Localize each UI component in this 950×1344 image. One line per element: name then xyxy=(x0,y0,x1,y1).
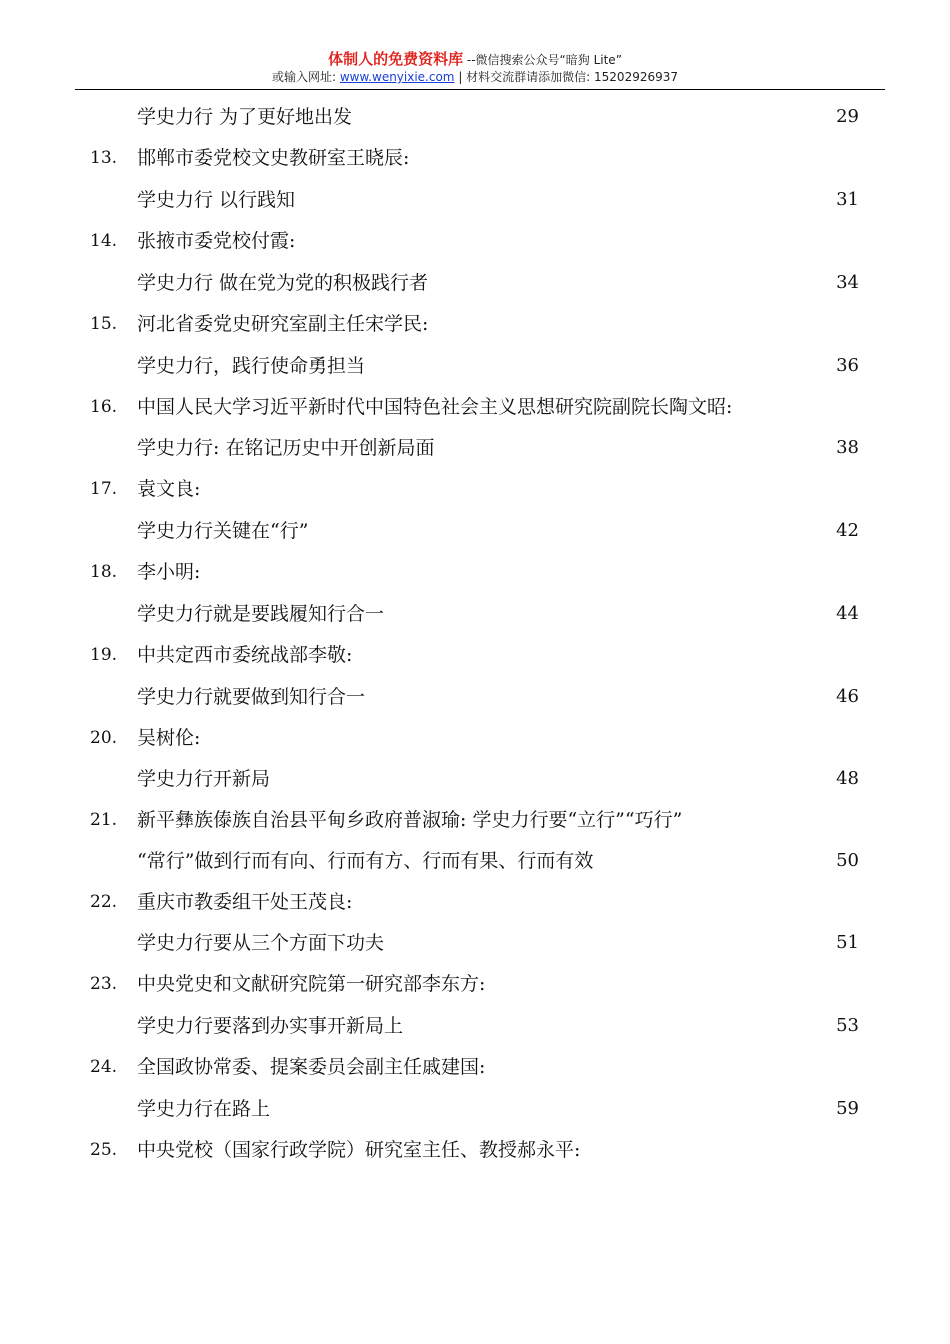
toc-entry-text: 学史力行关键在“行” xyxy=(137,520,309,542)
toc-entry-page: 59 xyxy=(836,1098,859,1119)
header-line-2 xyxy=(0,69,950,85)
toc-entry[interactable] xyxy=(0,718,950,758)
toc-entry-text: 学史力行要落到办实事开新局上 xyxy=(137,1015,404,1037)
toc-entry[interactable] xyxy=(0,635,950,675)
toc-entry-text: 学史力行 做在党为党的积极践行者 xyxy=(137,272,429,294)
toc-entry-text: 学史力行: 在铭记历史中开创新局面 xyxy=(137,437,435,459)
toc-entry-page: 38 xyxy=(836,437,859,458)
toc-entry-text: 中国人民大学习近平新时代中国特色社会主义思想研究院副院长陶文昭: xyxy=(137,396,733,418)
toc-entry[interactable] xyxy=(0,964,950,1004)
toc-entry[interactable] xyxy=(0,1006,950,1046)
toc-entry-number: 15. xyxy=(90,314,118,334)
toc-entry-text: 学史力行就是要践履知行合一 xyxy=(137,603,385,625)
toc-entry-page: 48 xyxy=(836,768,859,789)
toc-entry-page: 31 xyxy=(836,189,859,210)
toc-entry[interactable] xyxy=(0,511,950,551)
toc-entry[interactable] xyxy=(0,428,950,468)
toc-entry-text: 重庆市教委组干处王茂良: xyxy=(137,891,353,913)
toc-entry-text: “常行”做到行而有向、行而有方、行而有果、行而有效 xyxy=(137,850,594,872)
toc-entry-text: 吴树伦: xyxy=(137,727,201,749)
toc-entry[interactable] xyxy=(0,304,950,344)
toc-entry-number: 16. xyxy=(90,397,118,417)
toc-entry-text: 新平彝族傣族自治县平甸乡政府普淑瑜: 学史力行要“立行”“巧行” xyxy=(137,809,683,831)
toc-entry-page: 51 xyxy=(836,932,859,953)
contact-info: | 材料交流群请添加微信: 15202926937 xyxy=(454,70,679,84)
toc-entry-text: 学史力行就要做到知行合一 xyxy=(137,686,366,708)
header-line-1 xyxy=(0,50,950,69)
toc-entry-page: 50 xyxy=(836,850,859,871)
toc-entry[interactable] xyxy=(0,387,950,427)
toc-entry[interactable] xyxy=(0,1130,950,1170)
url-prefix: 或输入网址: xyxy=(271,70,340,84)
toc-entry-number: 19. xyxy=(90,645,118,665)
toc-entry-number: 24. xyxy=(90,1057,118,1077)
toc-entry[interactable] xyxy=(0,346,950,386)
toc-entry-text: 张掖市委党校付霞: xyxy=(137,230,296,252)
toc-entry[interactable] xyxy=(0,759,950,799)
toc-entry[interactable] xyxy=(0,800,950,840)
toc-entry-text: 学史力行要从三个方面下功夫 xyxy=(137,932,385,954)
toc-entry-text: 中央党史和文献研究院第一研究部李东方: xyxy=(137,973,486,995)
header-subtitle: --微信搜索公众号“暗狗 Lite” xyxy=(463,53,622,67)
toc-entry-text: 邯郸市委党校文史教研室王晓辰: xyxy=(137,147,410,169)
toc-entry[interactable] xyxy=(0,469,950,509)
toc-entry-text: 中共定西市委统战部李敬: xyxy=(137,644,353,666)
toc-entry-page: 42 xyxy=(836,520,859,541)
header-title: 体制人的免费资料库 xyxy=(328,50,464,68)
toc-entry-page: 53 xyxy=(836,1015,859,1036)
toc-entry[interactable] xyxy=(0,677,950,717)
toc-entry-text: 河北省委党史研究室副主任宋学民: xyxy=(137,313,429,335)
toc-entry[interactable] xyxy=(0,882,950,922)
toc-entry-text: 学史力行 为了更好地出发 xyxy=(137,106,353,128)
toc-entry-page: 29 xyxy=(836,106,859,127)
toc-entry-number: 18. xyxy=(90,562,118,582)
toc-entry[interactable] xyxy=(0,1047,950,1087)
toc-entry-text: 李小明: xyxy=(137,561,201,583)
toc-entry-page: 34 xyxy=(836,272,859,293)
toc-entry-text: 学史力行开新局 xyxy=(137,768,271,790)
page-header xyxy=(0,50,950,85)
toc-entry-number: 14. xyxy=(90,231,118,251)
toc-entry-page: 44 xyxy=(836,603,859,624)
toc-entry-text: 学史力行，践行使命勇担当 xyxy=(137,355,366,377)
toc-entry-number: 21. xyxy=(90,810,118,830)
toc-entry[interactable] xyxy=(0,221,950,261)
toc-entry-number: 25. xyxy=(90,1140,118,1160)
toc-entry-page: 46 xyxy=(836,686,859,707)
toc-entry[interactable] xyxy=(0,263,950,303)
toc-entry[interactable] xyxy=(0,923,950,963)
toc-entry[interactable] xyxy=(0,180,950,220)
toc-entry[interactable] xyxy=(0,841,950,881)
toc-entry-text: 全国政协常委、提案委员会副主任戚建国: xyxy=(137,1056,486,1078)
header-divider xyxy=(75,89,885,90)
toc-entry[interactable] xyxy=(0,594,950,634)
toc-entry-text: 学史力行 以行践知 xyxy=(137,189,296,211)
website-link[interactable]: www.wenyixie.com xyxy=(339,70,455,84)
toc-entry[interactable] xyxy=(0,97,950,137)
toc-entry-number: 20. xyxy=(90,728,118,748)
toc-entry-number: 22. xyxy=(90,892,118,912)
toc-entry-number: 23. xyxy=(90,974,118,994)
toc-entry[interactable] xyxy=(0,552,950,592)
toc-entry-text: 中央党校（国家行政学院）研究室主任、教授郝永平: xyxy=(137,1139,581,1161)
toc-entry-number: 13. xyxy=(90,148,118,168)
toc-entry-text: 袁文良: xyxy=(137,478,201,500)
toc-entry[interactable] xyxy=(0,138,950,178)
toc-entry[interactable] xyxy=(0,1089,950,1129)
toc-entry-page: 36 xyxy=(836,355,859,376)
toc-entry-text: 学史力行在路上 xyxy=(137,1098,271,1120)
toc-entry-number: 17. xyxy=(90,479,118,499)
